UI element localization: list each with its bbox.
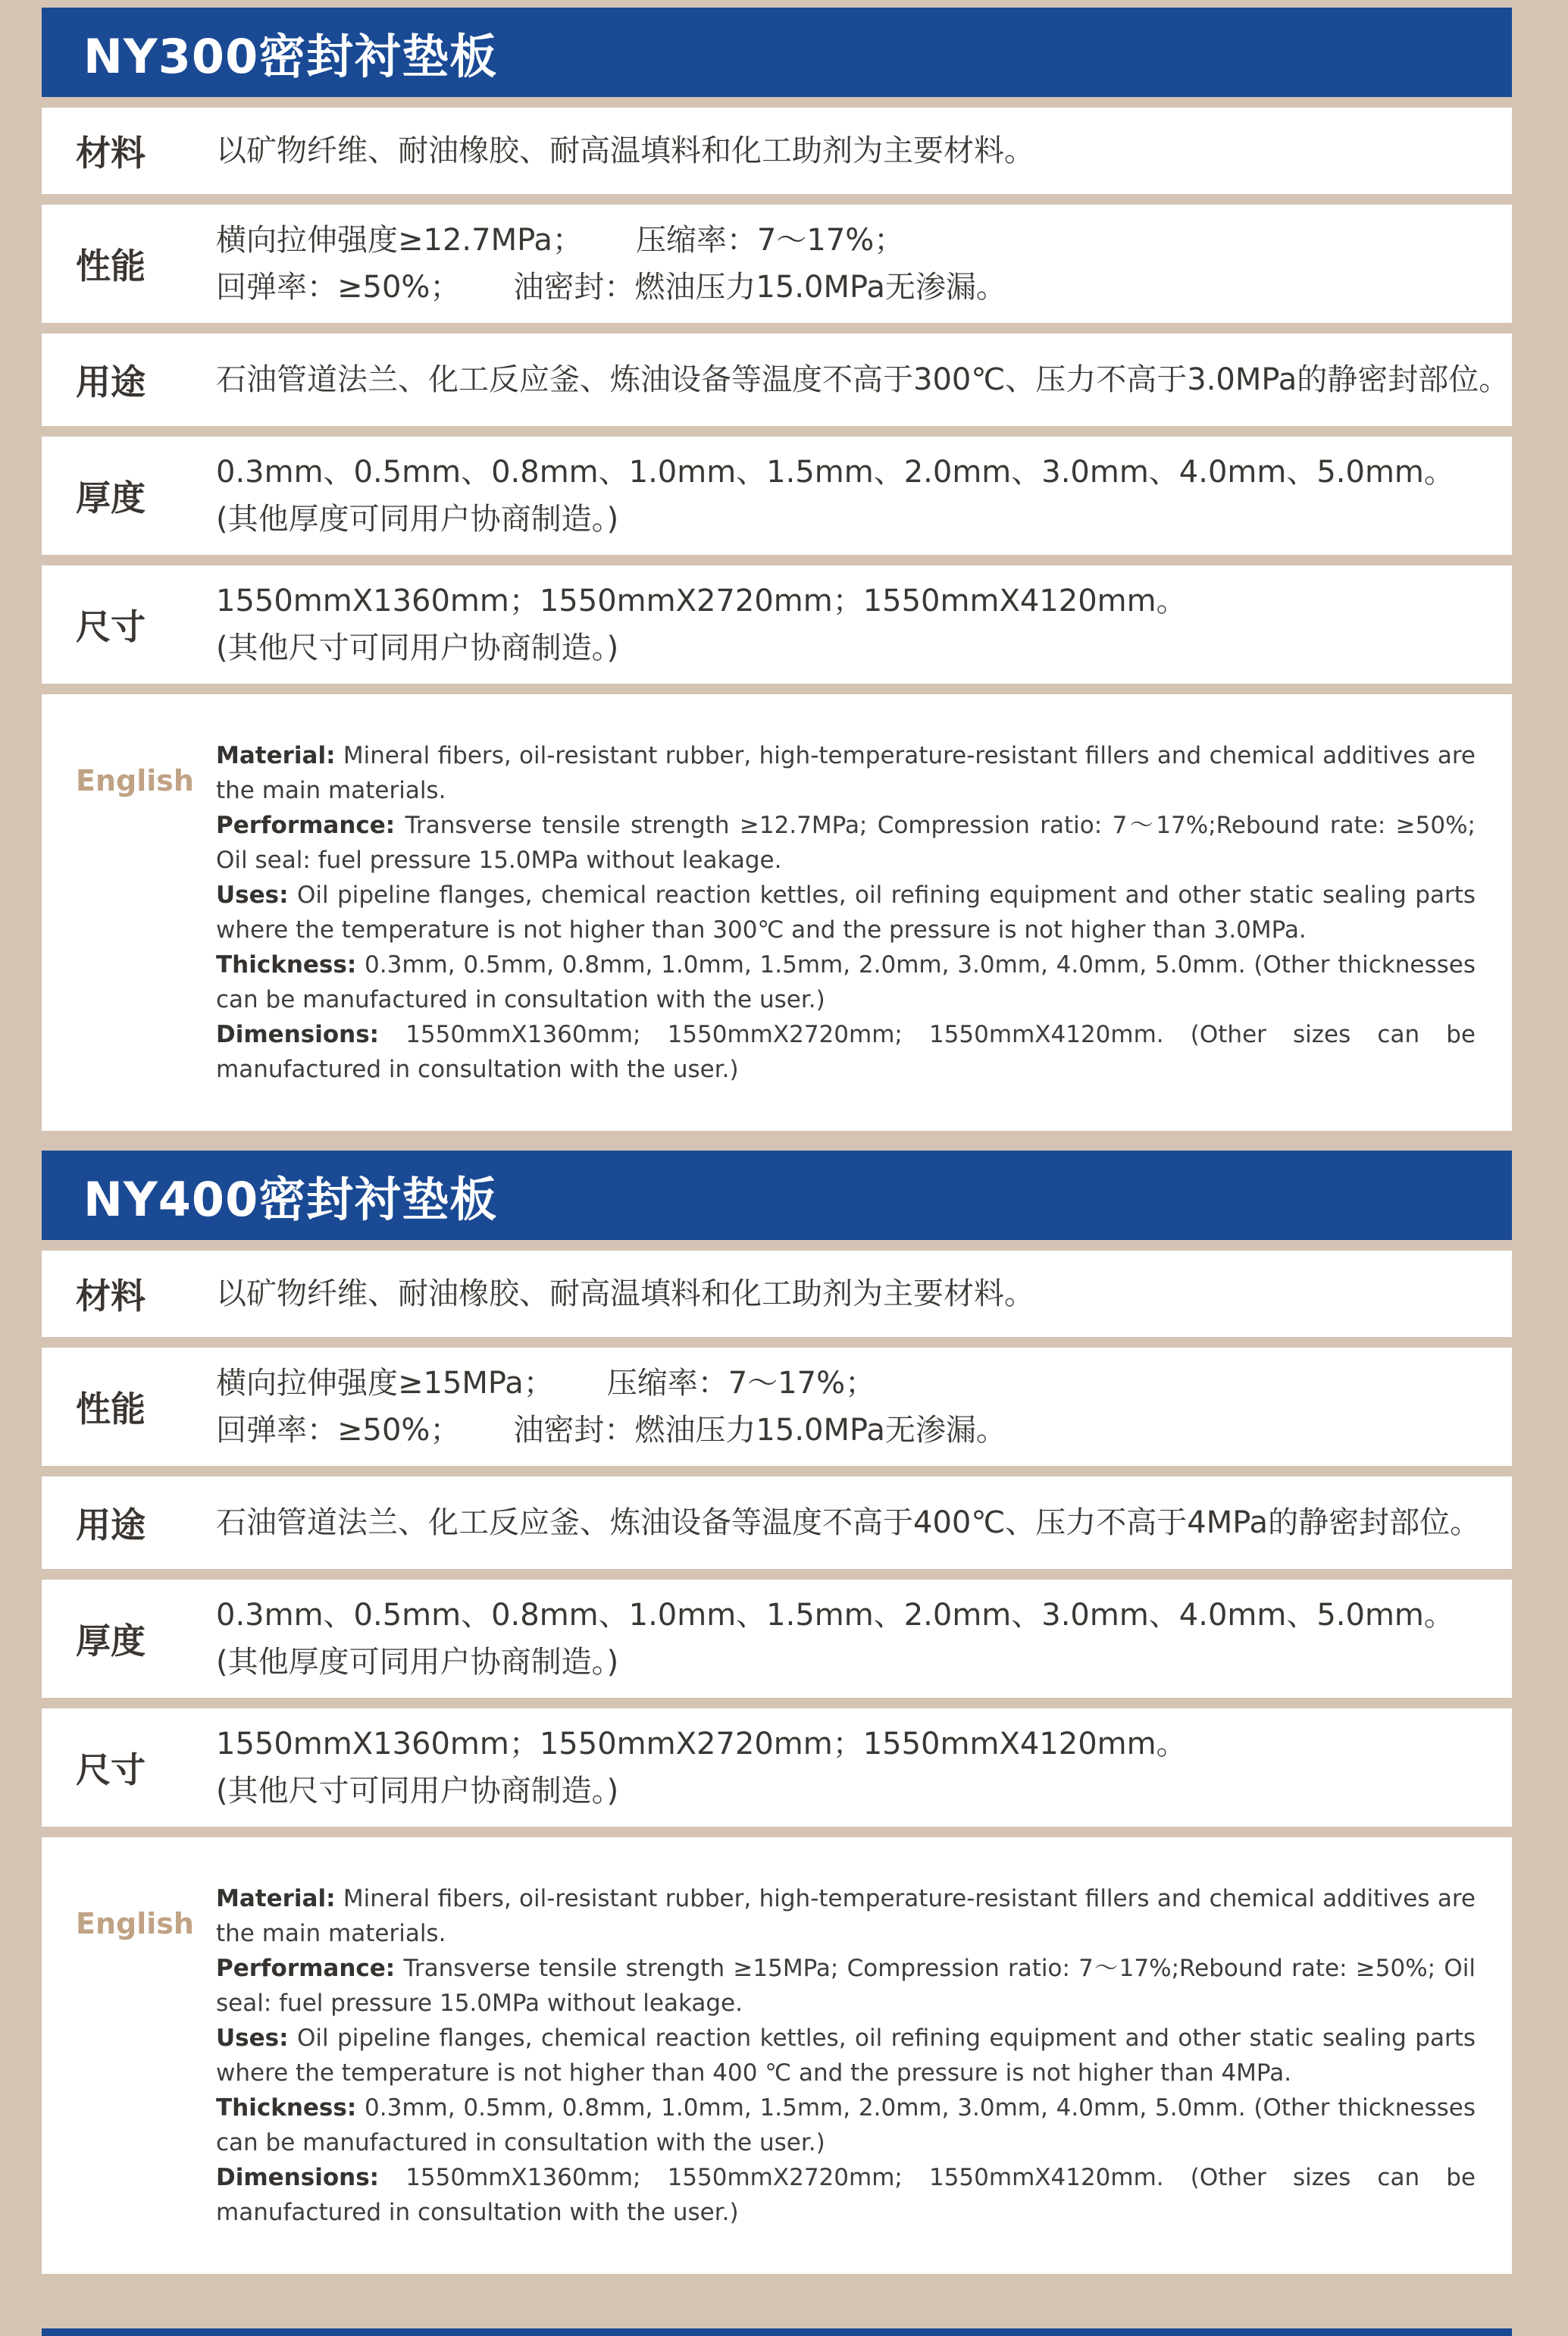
english-label: English [76,1907,194,1940]
english-item-thickness [216,2090,1476,2160]
english-content [216,738,1512,1087]
row-content [216,1580,1512,1698]
spec-row-english [42,694,1512,1131]
english-text: Oil pipeline flanges, chemical reaction kettles, oil refining equipment and other static sealing parts where the temperature is not higher than 300℃ and the pressure is not higher than 3.0MPa. [216,881,1476,944]
spec-row-performance [42,205,1512,323]
english-term: Material: [216,1885,336,1912]
row-label: 厚度 [76,478,146,518]
english-text: Transverse tensile strength ≥12.7MPa; Compression ratio: 7～17%;Rebound rate: ≥50%; Oil seal: fuel pressure 15.0MPa without leakage. [216,812,1476,874]
english-term: Dimensions: [216,2164,380,2191]
spec-row-uses [42,333,1512,426]
next-section-header-strip [42,2328,1512,2336]
english-item-uses [216,878,1476,947]
spec-text: (其他尺寸可同用户协商制造。) [216,631,619,665]
spec-text: 油密封：燃油压力15.0MPa无渗漏。 [513,1413,1006,1448]
spec-text: 以矿物纤维、耐油橡胶、耐高温填料和化工助剂为主要材料。 [216,133,1034,168]
row-content [216,115,1512,186]
english-item-performance [216,808,1476,878]
row-content [216,437,1512,555]
row-content [216,1258,1512,1329]
english-text: 0.3mm, 0.5mm, 0.8mm, 1.0mm, 1.5mm, 2.0mm, 3.0mm, 4.0mm, 5.0mm. (Other thicknesses can be manufactured in consultation with the user.) [216,951,1476,1013]
english-item-performance [216,1951,1476,2021]
row-label: 用途 [76,362,146,402]
product-section-ny300 [42,8,1512,1131]
english-item-uses [216,2021,1476,2090]
spec-text: 横向拉伸强度≥12.7MPa； [216,223,583,258]
spec-text: (其他尺寸可同用户协商制造。) [216,1774,619,1808]
row-label: 性能 [76,246,146,287]
english-term: Dimensions: [216,1021,380,1048]
row-label: 材料 [76,1276,146,1317]
spec-row-uses [42,1476,1512,1569]
english-text: Mineral fibers, oil-resistant rubber, high-temperature-resistant fillers and chemical additives are the main materials. [216,742,1476,804]
row-label: 用途 [76,1505,146,1545]
spec-text: 油密封：燃油压力15.0MPa无渗漏。 [513,270,1006,305]
english-item-thickness [216,947,1476,1017]
spec-text: 1550mmX1360mm；1550mmX2720mm；1550mmX4120mm。 [216,584,1187,618]
english-item-material [216,1881,1476,1951]
english-term: Thickness: [216,951,357,979]
english-item-material [216,738,1476,808]
english-text: Transverse tensile strength ≥15MPa; Compression ratio: 7～17%;Rebound rate: ≥50%; Oil seal: fuel pressure 15.0MPa without leakage. [216,1955,1476,2017]
spec-text: 压缩率：7～17%； [635,223,905,258]
spec-row-material [42,108,1512,194]
row-label: 性能 [76,1389,146,1429]
spec-text: (其他厚度可同用户协商制造。) [216,502,619,537]
row-content [216,344,1512,415]
english-term: Thickness: [216,2094,357,2122]
spec-row-thickness [42,1580,1512,1698]
english-term: Material: [216,742,336,769]
spec-text: 石油管道法兰、化工反应釜、炼油设备等温度不高于300℃、压力不高于3.0MPa的静密封部位。 [216,362,1510,397]
row-content [216,1348,1512,1466]
row-content [216,1487,1512,1558]
spec-text: 0.3mm、0.5mm、0.8mm、1.0mm、1.5mm、2.0mm、3.0mm、4.0mm、5.0mm。 [216,455,1454,490]
english-text: 0.3mm, 0.5mm, 0.8mm, 1.0mm, 1.5mm, 2.0mm, 3.0mm, 4.0mm, 5.0mm. (Other thicknesses can be manufactured in consultation with the user.) [216,2094,1476,2156]
spec-text: 0.3mm、0.5mm、0.8mm、1.0mm、1.5mm、2.0mm、3.0mm、4.0mm、5.0mm。 [216,1598,1454,1633]
spec-row-dimensions [42,1708,1512,1827]
spec-row-performance [42,1348,1512,1466]
spec-text: 以矿物纤维、耐油橡胶、耐高温填料和化工助剂为主要材料。 [216,1276,1034,1311]
spec-text: 石油管道法兰、化工反应釜、炼油设备等温度不高于400℃、压力不高于4MPa的静密封部位。 [216,1505,1481,1540]
english-label: English [76,764,194,797]
row-label: 材料 [76,133,146,174]
section-title: NY300密封衬垫板 [83,28,498,84]
spec-text: (其他厚度可同用户协商制造。) [216,1645,619,1680]
english-text: Oil pipeline flanges, chemical reaction kettles, oil refining equipment and other static sealing parts where the temperature is not higher than 400 ℃ and the pressure is not higher than 4MPa. [216,2024,1476,2087]
english-term: Uses: [216,2024,289,2052]
row-label: 厚度 [76,1620,146,1661]
english-item-dimensions [216,1017,1476,1087]
row-content [216,205,1512,323]
spec-row-material [42,1251,1512,1337]
spec-text: 1550mmX1360mm；1550mmX2720mm；1550mmX4120mm。 [216,1727,1187,1761]
product-section-ny400 [42,1151,1512,2274]
row-content [216,1708,1512,1827]
english-content [216,1881,1512,2230]
english-term: Performance: [216,812,396,839]
section-header [42,1151,1512,1240]
section-header [42,8,1512,97]
row-label: 尺寸 [76,606,146,647]
spec-text: 压缩率：7～17%； [606,1366,876,1401]
spec-row-dimensions [42,565,1512,684]
english-term: Performance: [216,1955,396,1982]
spec-row-thickness [42,437,1512,555]
english-text: 1550mmX1360mm; 1550mmX2720mm; 1550mmX4120mm. (Other sizes can be manufactured in consultation with the user.) [216,1021,1476,1083]
english-text: 1550mmX1360mm; 1550mmX2720mm; 1550mmX4120mm. (Other sizes can be manufactured in consultation with the user.) [216,2164,1476,2226]
spec-row-english [42,1837,1512,2274]
english-item-dimensions [216,2160,1476,2230]
spec-text: 横向拉伸强度≥15MPa； [216,1366,554,1401]
spec-text: 回弹率：≥50%； [216,1413,461,1448]
english-term: Uses: [216,881,289,909]
row-label: 尺寸 [76,1749,146,1790]
row-content [216,565,1512,684]
english-text: Mineral fibers, oil-resistant rubber, high-temperature-resistant fillers and chemical additives are the main materials. [216,1885,1476,1947]
spec-text: 回弹率：≥50%； [216,270,461,305]
section-title: NY400密封衬垫板 [83,1171,498,1227]
